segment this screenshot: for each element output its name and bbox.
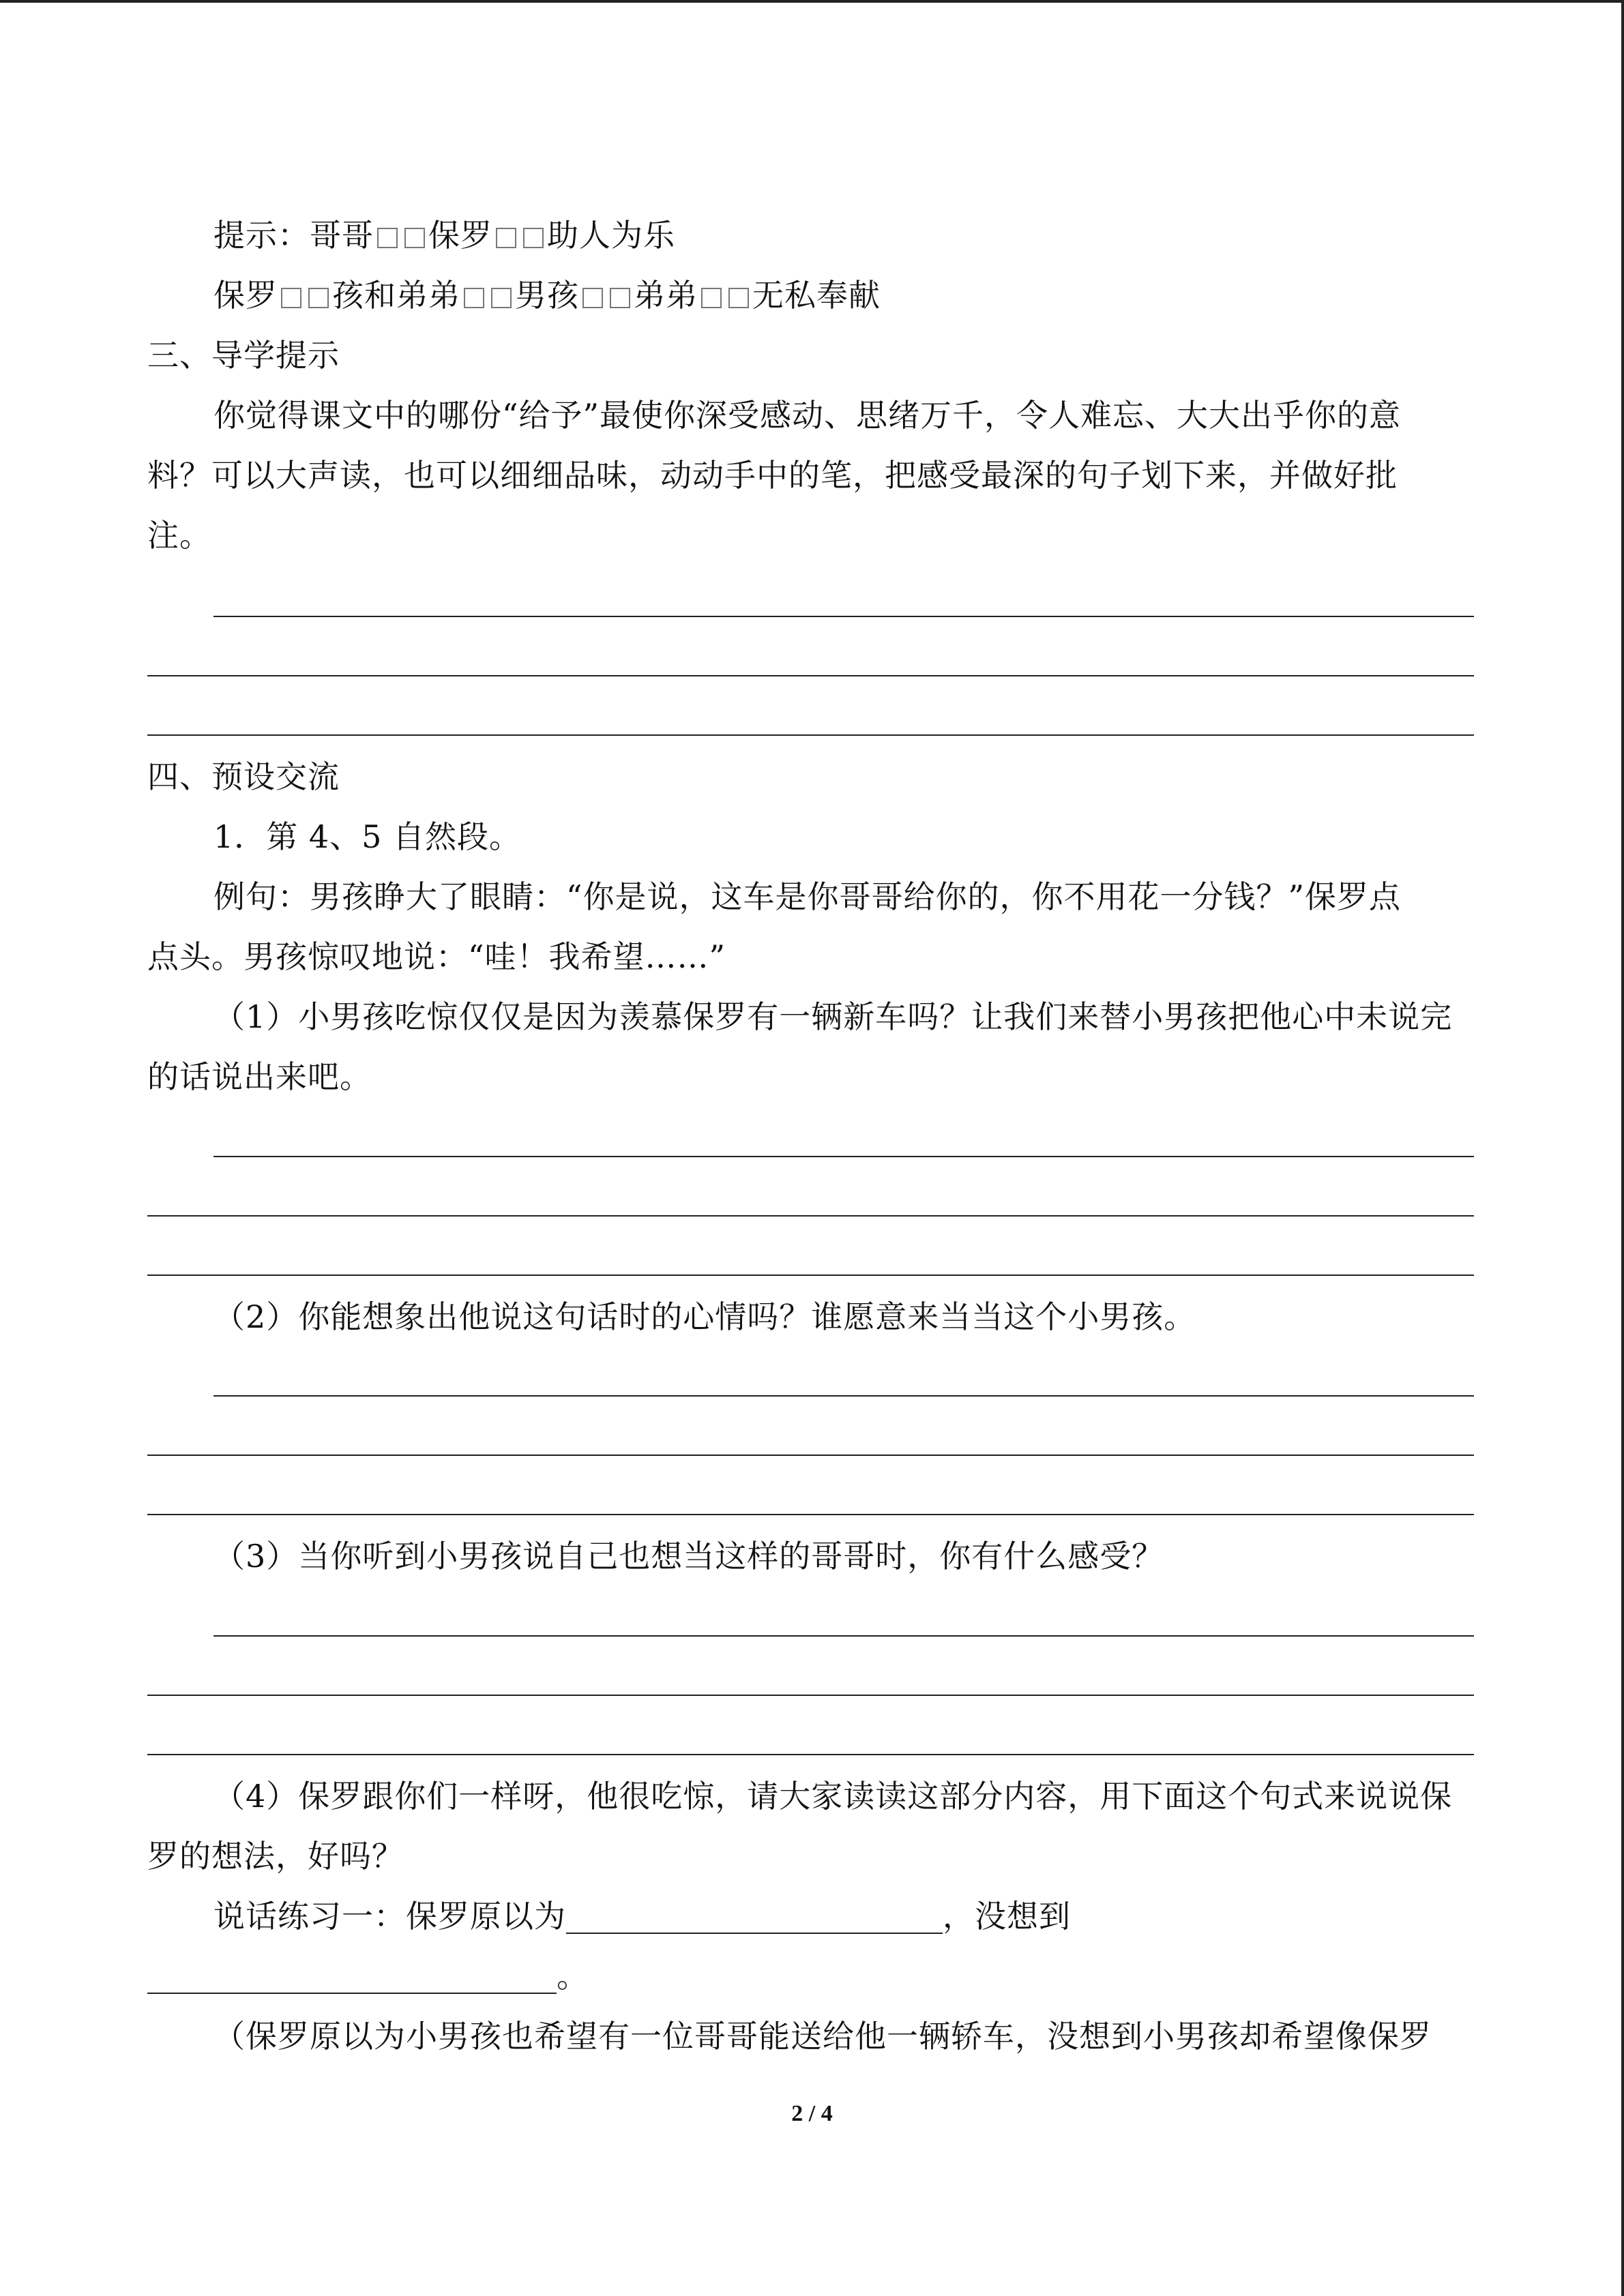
blank-box[interactable] (464, 288, 484, 308)
practice-line (213, 1896, 1071, 1937)
blank-box[interactable] (281, 288, 301, 308)
answer-line[interactable] (147, 1274, 1474, 1276)
answer-line[interactable] (147, 1215, 1474, 1217)
practice-end: 。 (557, 1958, 589, 1995)
item-1: 1．第 4、5 自然段。 (213, 818, 522, 855)
section3-heading: 三、导学提示 (147, 337, 340, 374)
answer-line[interactable] (213, 1635, 1474, 1637)
blank-box[interactable] (308, 288, 329, 308)
section3-para-line1: 你觉得课文中的哪份“给予”最使你深受感动、思绪万千，令人难忘、大大出乎你的意 (213, 397, 1402, 434)
blank-box[interactable] (610, 288, 630, 308)
blank-box[interactable] (377, 228, 398, 248)
answer-line[interactable] (147, 734, 1474, 736)
example-line2: 点头。男孩惊叹地说：“哇！我希望……” (147, 938, 726, 975)
hint-word: 保罗 (213, 277, 278, 314)
answer-line[interactable] (213, 1395, 1474, 1397)
answer-text: （保罗原以为小男孩也希望有一位哥哥能送给他一辆轿车，没想到小男孩却希望像保罗 (213, 2018, 1432, 2055)
hint-word: 保罗 (428, 217, 492, 254)
hint-word: 孩和弟弟 (332, 277, 460, 314)
answer-line[interactable] (213, 616, 1474, 617)
practice-mid: ，没想到 (943, 1898, 1071, 1935)
answer-line[interactable] (213, 1156, 1474, 1157)
section3-para-line2: 料？可以大声读，也可以细细品味，动动手中的笔，把感受最深的句子划下来，并做好批 (147, 457, 1398, 494)
hint-word: 哥哥 (310, 217, 374, 254)
blank-box[interactable] (582, 288, 603, 308)
blank-box[interactable] (491, 288, 512, 308)
section3-para-line3: 注。 (147, 517, 211, 554)
blank-box[interactable] (728, 288, 749, 308)
answer-line[interactable] (147, 675, 1474, 676)
question-1-line2: 的话说出来吧。 (147, 1058, 372, 1095)
hint-row-1 (213, 215, 675, 256)
example-line1: 例句：男孩睁大了眼睛：“你是说，这车是你哥哥给你的，你不用花一分钱？”保罗点 (213, 878, 1402, 915)
answer-line[interactable] (147, 1695, 1474, 1696)
hint-word: 弟弟 (634, 277, 698, 314)
question-3: （3）当你听到小男孩说自己也想当这样的哥哥时，你有什么感受？ (213, 1538, 1164, 1575)
hint-row-2 (213, 275, 881, 316)
hint-word: 无私奉献 (752, 277, 881, 314)
practice-line-2 (147, 1956, 589, 1997)
hint-word: 男孩 (515, 277, 579, 314)
fill-blank[interactable] (566, 1903, 943, 1934)
question-4-line1: （4）保罗跟你们一样呀，他很吃惊，请大家读读这部分内容，用下面这个句式来说说保 (213, 1778, 1453, 1815)
question-1-line1: （1）小男孩吃惊仅仅是因为羡慕保罗有一辆新车吗？让我们来替小男孩把他心中未说完 (213, 998, 1453, 1035)
blank-box[interactable] (404, 228, 425, 248)
section4-heading: 四、预设交流 (147, 758, 340, 795)
blank-box[interactable] (496, 228, 516, 248)
blank-box[interactable] (523, 228, 544, 248)
answer-line[interactable] (147, 1514, 1474, 1515)
question-2: （2）你能想象出他说这句话时的心情吗？谁愿意来当当这个小男孩。 (213, 1298, 1196, 1335)
fill-blank[interactable] (147, 1963, 557, 1994)
answer-line[interactable] (147, 1754, 1474, 1755)
blank-box[interactable] (701, 288, 722, 308)
hint-label: 提示： (213, 217, 310, 254)
practice-prefix: 说话练习一：保罗原以为 (213, 1898, 566, 1935)
answer-line[interactable] (147, 1455, 1474, 1456)
page-number: 2 / 4 (791, 2101, 833, 2126)
page-border-right (1621, 0, 1624, 2296)
hint-word: 助人为乐 (547, 217, 675, 254)
page-border-top (0, 0, 1624, 3)
question-4-line2: 罗的想法，好吗？ (147, 1838, 404, 1875)
